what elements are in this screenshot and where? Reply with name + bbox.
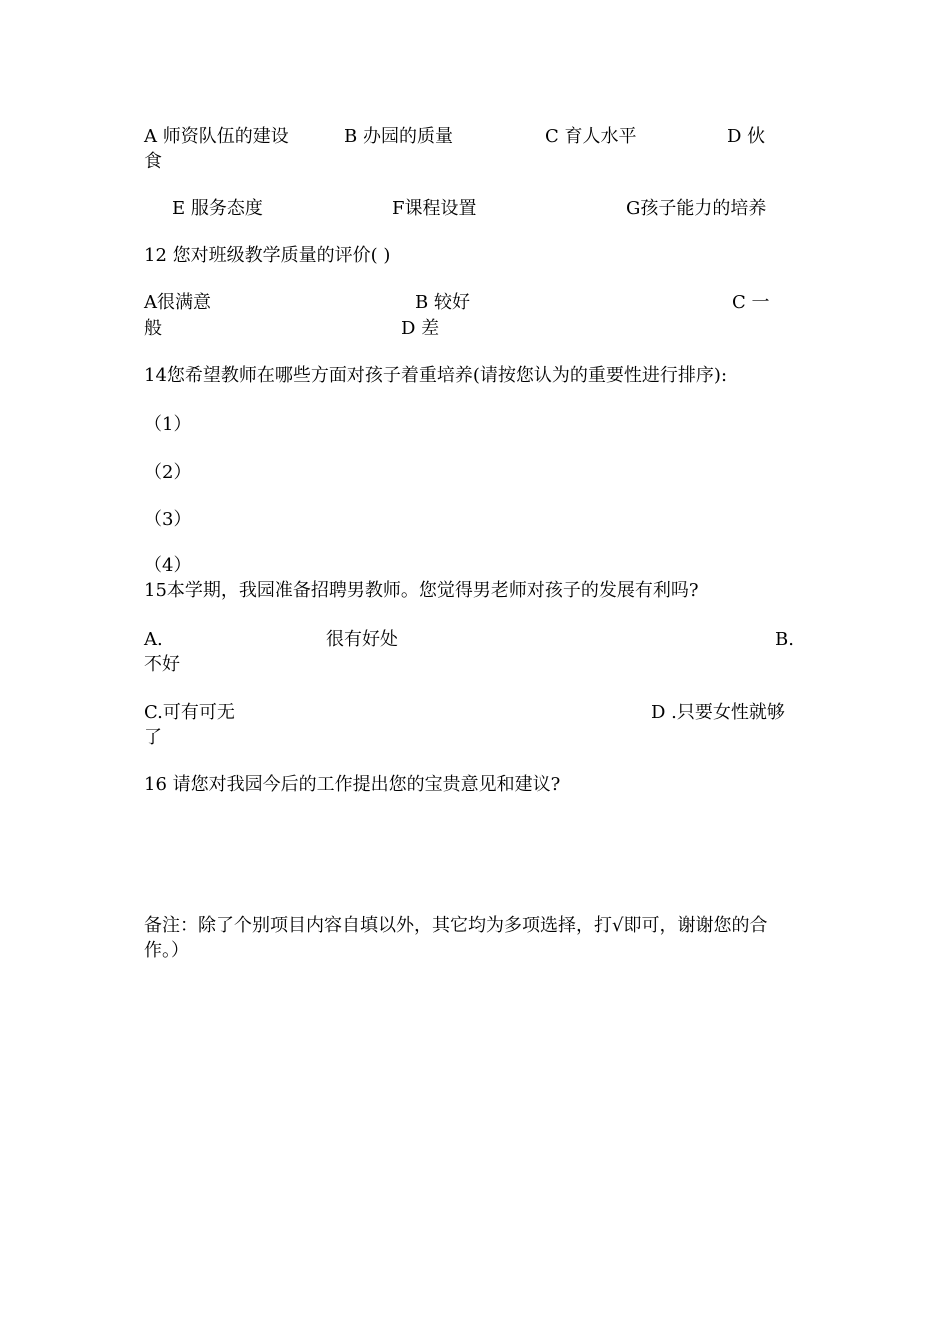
q15-question: 15本学期，我园准备招聘男教师。您觉得男老师对孩子的发展有利吗?: [144, 580, 699, 601]
q15-option-d-wrap: 了: [144, 727, 162, 748]
q15-option-a-text: 很有好处: [326, 629, 398, 650]
q12-option-c: C 一: [732, 292, 770, 313]
note-line-1: 备注：除了个别项目内容自填以外，其它均为多项选择，打√即可，谢谢您的合: [144, 915, 768, 936]
q14-item-2: （2）: [144, 462, 192, 483]
note-line-2: 作。）: [144, 940, 189, 961]
q14-item-1: （1）: [144, 414, 192, 435]
q15-option-a-letter: A.: [144, 629, 163, 650]
q12-option-c-wrap: 般: [144, 318, 162, 339]
q14-item-4: （4）: [144, 555, 192, 576]
q11-option-d-wrap: 食: [144, 151, 162, 172]
q16-question: 16 请您对我园今后的工作提出您的宝贵意见和建议?: [144, 774, 561, 795]
q12-option-b: B 较好: [415, 292, 470, 313]
q15-option-b-letter: B.: [775, 629, 794, 650]
q11-option-e: E 服务态度: [172, 198, 263, 219]
q12-question: 12 您对班级教学质量的评价( ): [144, 245, 391, 266]
q11-option-a: A 师资队伍的建设: [144, 126, 289, 147]
q15-option-c: C.可有可无: [144, 702, 235, 723]
q14-item-3: （3）: [144, 509, 192, 530]
q12-option-a: A很满意: [144, 292, 211, 313]
q14-question: 14您希望教师在哪些方面对孩子着重培养(请按您认为的重要性进行排序):: [144, 365, 728, 386]
q11-option-c: C 育人水平: [545, 126, 637, 147]
q12-option-d: D 差: [401, 318, 440, 339]
q11-option-d: D 伙: [727, 126, 766, 147]
q15-option-b-text: 不好: [144, 654, 180, 675]
q11-option-f: F课程设置: [392, 198, 477, 219]
q11-option-g: G孩子能力的培养: [626, 198, 767, 219]
q11-option-b: B 办园的质量: [344, 126, 453, 147]
q15-option-d: D .只要女性就够: [651, 702, 785, 723]
